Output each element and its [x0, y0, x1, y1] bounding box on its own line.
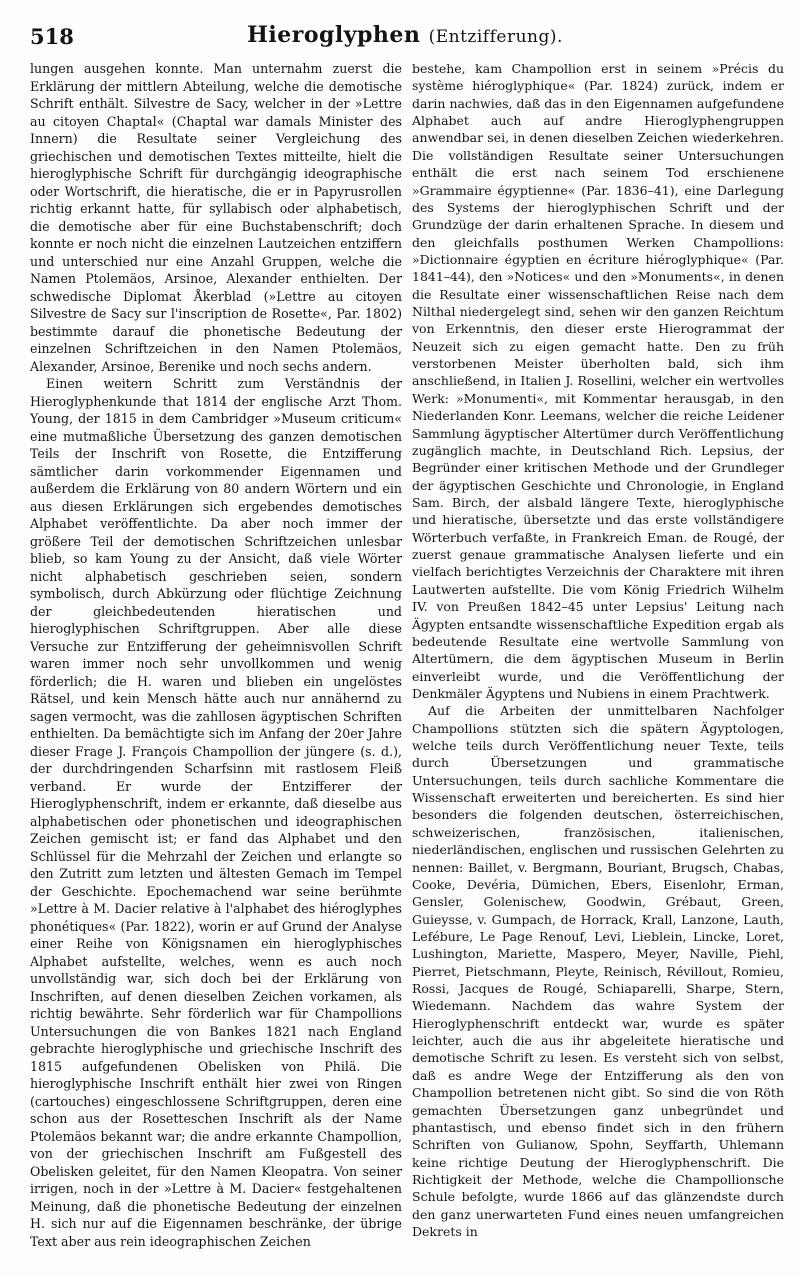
- running-title: [30, 22, 780, 48]
- paragraph: Auf die Arbeiten der unmittelbaren Nachfolger Champollions stützten sich die spätern Ägyptologen, welche teils durch Veröffentlichung neuer Texte, teils durch Übersetzungen und grammatische Untersuchungen, teils durch sachliche Kommentare die Wissenschaft erweiterten und bereicherten. Es sind hier besonders die folgenden deutschen, österreichischen, schweizerischen, französischen, italienischen, niederländischen, englischen und russischen Gelehrten zu nennen: Baillet, v. Bergmann, Bouriant, Brugsch, Chabas, Cooke, Devéria, Dümichen, Ebers, Eisenlohr, Erman, Gensler, Golenischew, Goodwin, Grébaut, Green, Guieysse, v. Gumpach, de Horrack, Krall, Lanzone, Lauth, Lefébure, Le Page Renouf, Levi, Lieblein, Lincke, Loret, Lushington, Mariette, Maspero, Meyer, Naville, Piehl, Pierret, Pietschmann, Pleyte, Reinisch, Révillout, Romieu, Rossi, Jacques de Rougé, Schiaparelli, Sharpe, Stern, Wiedemann. Nachdem das wahre System der Hieroglyphenschrift entdeckt war, wurde es später leichter, auch die aus ihr abgeleitete hieratische und demotische Schrift zu lesen. Es versteht sich von selbst, daß es andre Wege der Entzifferung als den von Champollion betretenen nicht gibt. So sind die von Röth gemachten Übersetzungen ganz unbegründet und phantastisch, und ebenso findet sich in den frühern Schriften von Gulianow, Spohn, Seyffarth, Uhlemann keine richtige Deutung der Hieroglyphenschrift. Die Richtigkeit der Methode, welche die Champollionsche Schule befolgte, wurde 1866 auf das glänzendste durch den ganz unerwarteten Fund eines neuen umfangreichen Dekrets in: [412, 703, 784, 1240]
- right-column: [412, 60, 784, 1240]
- running-title-subtitle: (Entzifferung).: [428, 27, 563, 47]
- left-column: [30, 60, 402, 1250]
- page-header: [30, 22, 780, 56]
- paragraph: bestehe, kam Champollion erst in seinem »Précis du système hiéroglyphique« (Par. 1824) zurück, indem er darin nachwies, daß das in den Eigennamen aufgefundene Alphabet auch auf andre Hieroglyphengruppen anwendbar sei, in denen dieselben Zeichen wiederkehren. Die vollständigen Resultate seiner Untersuchungen enthält die erst nach seinem Tod erschienene »Grammaire égyptienne« (Par. 1836–41), eine Darlegung des Systems der hieroglyphischen Schrift und der Grundzüge der darin erhaltenen Sprache. In diesem und den gleichfalls posthumen Werken Champollions: »Dictionnaire égyptien en écriture hiéroglyphique« (Par. 1841–44), den »Notices« und den »Monuments«, in denen die Resultate einer wissenschaftlichen Reise nach dem Nilthal niedergelegt sind, sehen wir den ganzen Reichtum von Erkenntnis, den dieser erste Hierogrammat der Neuzeit sich zu eigen gemacht hatte. Den zu früh verstorbenen Meister überholten bald, sich ihm anschließend, in Italien J. Rosellini, welcher ein wertvolles Werk: »Monumenti«, mit Kommentar herausgab, in den Niederlanden Konr. Leemans, welcher die reiche Leidener Sammlung ägyptischer Altertümer durch Veröffentlichung zugänglich machte, in Deutschland Rich. Lepsius, der Begründer einer kritischen Methode und der Grundleger der ägyptischen Geschichte und Chronologie, in England Sam. Birch, der alsbald längere Texte, hieroglyphische und hieratische, übersetzte und das erste vollständigere Wörterbuch verfaßte, in Frankreich Eman. de Rougé, der zuerst genaue grammatische Analysen lieferte und ein vielfach berichtigtes Verzeichnis der Charaktere mit ihren Lautwerten aufstellte. Die vom König Friedrich Wilhelm IV. von Preußen 1842–45 unter Lepsius' Leitung nach Ägypten entsandte wissenschaftliche Expedition ergab als bedeutende Resultate eine wertvolle Sammlung von Altertümern, die dem ägyptischen Museum in Berlin einverleibt wurde, und die Veröffentlichung der Denkmäler Ägyptens und Nubiens in einem Prachtwerk.: [412, 61, 784, 701]
- page-number: 518: [30, 24, 74, 49]
- paragraph: lungen ausgehen konnte. Man unternahm zuerst die Erklärung der mittlern Abteilung, welche die demotische Schrift enthält. Silvestre de Sacy, welcher in der »Lettre au citoyen Chaptal« (Chaptal war damals Minister des Innern) die Resultate seiner Vergleichung des griechischen und demotischen Textes mitteilte, hielt die hieroglyphische Schrift für durchgängig ideographische oder Wortschrift, die hieratische, die er in Papyrusrollen richtig erkannt hatte, für syllabisch oder alphabetisch, die demotische aber für eine Buchstabenschrift; doch konnte er noch nicht die einzelnen Lautzeichen entziffern und unterschied nur eine Anzahl Gruppen, welche die Namen Ptolemäos, Arsinoe, Alexander enthielten. Der schwedische Diplomat Åkerblad (»Lettre au citoyen Silvestre de Sacy sur l'inscription de Rosette«, Par. 1802) bestimmte darauf die phonetische Bedeutung der einzelnen Schriftzeichen in den Namen Ptolemäos, Alexander, Arsinoe, Berenike und noch sechs andern.: [30, 61, 402, 374]
- paragraph: Einen weitern Schritt zum Verständnis der Hieroglyphenkunde that 1814 der englische Arzt Thom. Young, der 1815 in dem Cambridger »Museum criticum« eine mutmaßliche Übersetzung des ganzen demotischen Teils der Inschrift von Rosette, die Entzifferung sämtlicher darin vorkommender Eigennamen und außerdem die Erklärung von 80 andern Wörtern und ein aus diesen Erklärungen sich ergebendes demotisches Alphabet veröffentlichte. Da aber noch immer der größere Teil der demotischen Schriftzeichen unlesbar blieb, so kam Young zu der Ansicht, daß viele Wörter nicht alphabetisch geschrieben seien, sondern symbolisch, durch Abkürzung oder flüchtige Zeichnung der gleichbedeutenden hieratischen und hieroglyphischen Schriftgruppen. Aber alle diese Versuche zur Entzifferung der geheimnisvollen Schrift waren immer noch sehr unvollkommen und wenig förderlich; die H. waren und blieben ein ungelöstes Rätsel, und kein Mensch hätte auch nur annähernd zu sagen vermocht, was die zahllosen ägyptischen Schriften enthielten. Da bemächtigte sich im Anfang der 20er Jahre dieser Frage J. François Champollion der jüngere (s. d.), der durchdringenden Scharfsinn mit rastlosem Fleiß verband. Er wurde der Entzifferer der Hieroglyphenschrift, indem er erkannte, daß dieselbe aus alphabetischen oder phonetischen und ideographischen Zeichen gemischt ist; er fand das Alphabet und den Schlüssel für die Mehrzahl der Zeichen und erlangte so den Zutritt zum letzten und ältesten Gemach im Tempel der Geschichte. Epochemachend war seine berühmte »Lettre à M. Dacier relative à l'alphabet des hiéroglyphes phonétiques« (Par. 1822), worin er auf Grund der Analyse einer Reihe von Königsnamen ein hieroglyphisches Alphabet aufstellte, welches, wenn es auch noch unvollständig war, sich doch bei der Erklärung von Inschriften, auf denen dieselben Zeichen vorkamen, als richtig bewährte. Sehr förderlich war für Champollions Untersuchungen die von Bankes 1821 nach England gebrachte hieroglyphische und griechische Inschrift des 1815 aufgefundenen Obelisken von Philä. Die hieroglyphische Inschrift enthält hier zwei von Ringen (cartouches) eingeschlossene Schriftgruppen, deren eine schon aus der Rosetteschen Inschrift als der Name Ptolemäos bekannt war; die andre erkannte Champollion, von der griechischen Inschrift am Fußgestell des Obelisken geleitet, für den Namen Kleopatra. Von seiner irrigen, noch in der »Lettre à M. Dacier« festgehaltenen Meinung, daß die phonetische Bedeutung der einzelnen H. sich nur auf die Eigennamen beschränke, der übrige Text aber aus rein ideographischen Zeichen: [30, 376, 402, 1249]
- running-title-main: Hieroglyphen: [247, 22, 421, 48]
